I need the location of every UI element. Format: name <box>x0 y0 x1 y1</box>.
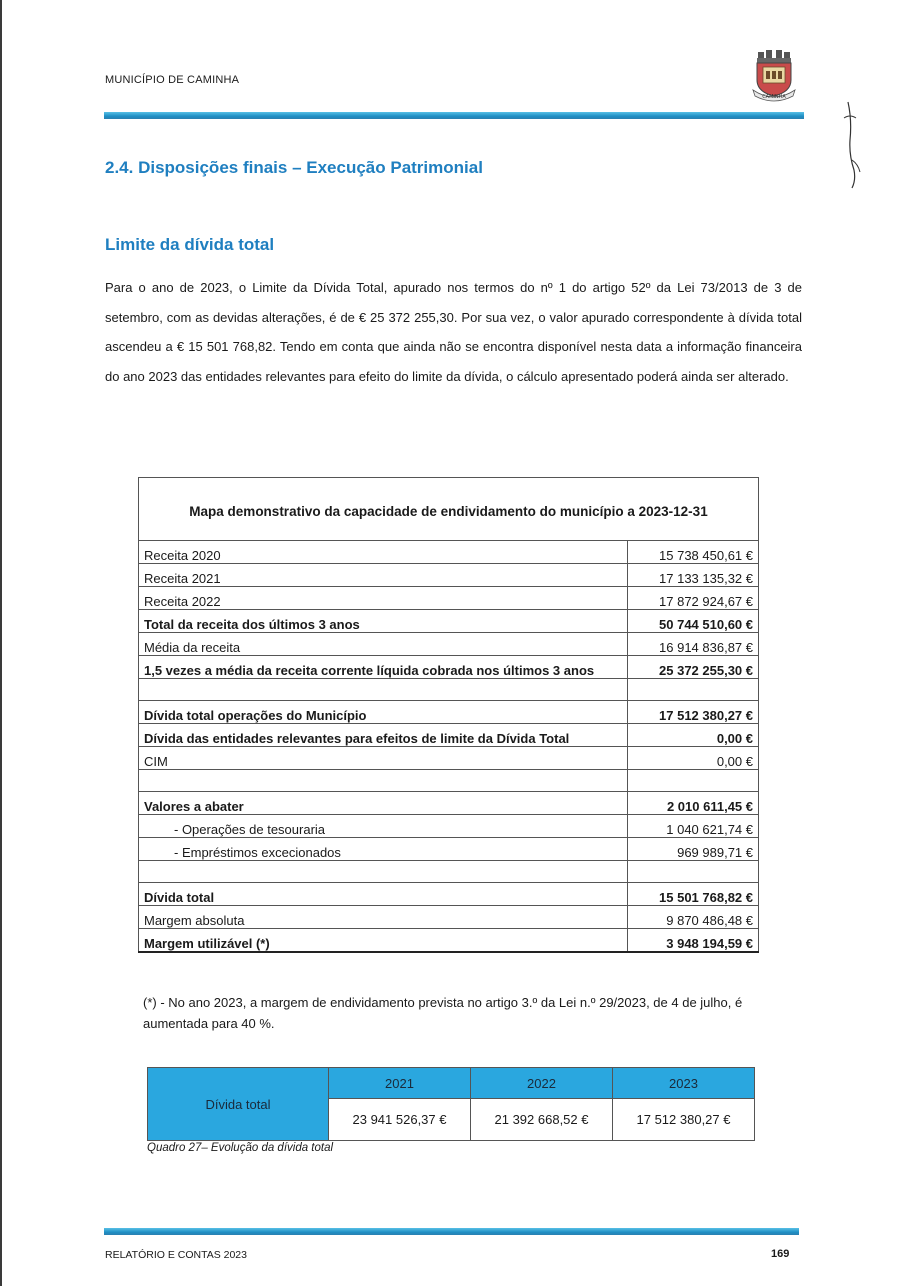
table-row <box>139 792 759 815</box>
evolution-row-label: Dívida total <box>148 1068 329 1141</box>
row-label: 1,5 vezes a média da receita corrente líquida cobrada nos últimos 3 anos <box>139 656 628 679</box>
subsection-title: Limite da dívida total <box>105 235 275 254</box>
row-label: Média da receita <box>139 633 628 656</box>
row-value: 16 914 836,87 € <box>628 633 759 656</box>
row-value: 1 040 621,74 € <box>628 815 759 838</box>
header-org-name: MUNICÍPIO DE CAMINHA <box>105 74 240 86</box>
table-footnote: (*) - No ano 2023, a margem de endividamento prevista no artigo 3.º da Lei n.º 29/2023, de 4 de julho, é aumentada para 40 %. <box>143 995 743 1031</box>
row-label: Receita 2021 <box>139 564 628 587</box>
year-value: 17 512 380,27 € <box>613 1099 755 1141</box>
row-value: 0,00 € <box>628 747 759 770</box>
row-label: Margem absoluta <box>139 906 628 929</box>
table-row <box>139 541 759 564</box>
handwritten-signature <box>838 100 868 190</box>
row-value: 17 512 380,27 € <box>628 701 759 724</box>
body-paragraph: Para o ano de 2023, o Limite da Dívida Total, apurado nos termos do nº 1 do artigo 52º da Lei 73/2013 de 3 de setembro, com as devidas alterações, é de € 25 372 255,30. Por sua vez, o valor apurado correspondente à dívida total ascendeu a € 15 501 768,82. Tendo em conta que ainda não se encontra disponível nesta data a informação financeira do ano 2023 das entidades relevantes para efeito do limite da dívida, o cálculo apresentado poderá ainda ser alterado. <box>105 280 802 384</box>
table-blank-row <box>139 679 759 701</box>
table-row <box>139 815 759 838</box>
svg-text:CAMINHA: CAMINHA <box>762 94 786 100</box>
row-label: Receita 2022 <box>139 587 628 610</box>
table-row <box>139 929 759 953</box>
table-caption: Mapa demonstrativo da capacidade de endividamento do município a 2023-12-31 <box>139 478 759 541</box>
footer-report-title: RELATÓRIO E CONTAS 2023 <box>105 1249 247 1261</box>
row-value: 3 948 194,59 € <box>628 929 759 953</box>
evolution-table-caption: Quadro 27– Evolução da dívida total <box>147 1142 334 1154</box>
table-row <box>139 747 759 770</box>
table-row <box>139 838 759 861</box>
table-row <box>139 906 759 929</box>
row-value: 25 372 255,30 € <box>628 656 759 679</box>
row-value: 15 501 768,82 € <box>628 883 759 906</box>
header-divider-bar <box>104 112 804 119</box>
table-row <box>139 701 759 724</box>
row-label: Margem utilizável (*) <box>139 929 628 953</box>
row-label: CIM <box>139 747 628 770</box>
row-value: 9 870 486,48 € <box>628 906 759 929</box>
table-blank-row <box>139 861 759 883</box>
row-label: - Empréstimos excecionados <box>139 838 628 861</box>
row-value: 50 744 510,60 € <box>628 610 759 633</box>
row-label: Receita 2020 <box>139 541 628 564</box>
row-value: 2 010 611,45 € <box>628 792 759 815</box>
row-label: Dívida das entidades relevantes para efeitos de limite da Dívida Total <box>139 724 628 747</box>
row-value: 969 989,71 € <box>628 838 759 861</box>
row-label: Total da receita dos últimos 3 anos <box>139 610 628 633</box>
debt-evolution-table <box>147 1067 755 1141</box>
page-number: 169 <box>771 1248 790 1260</box>
year-value: 21 392 668,52 € <box>471 1099 613 1141</box>
row-value: 17 872 924,67 € <box>628 587 759 610</box>
footer-divider-bar <box>104 1228 799 1235</box>
year-header: 2021 <box>329 1068 471 1099</box>
table-row <box>139 633 759 656</box>
page-edge-line <box>0 0 2 1286</box>
table-row <box>139 724 759 747</box>
table-row <box>139 883 759 906</box>
table-row <box>139 656 759 679</box>
row-label: Dívida total operações do Município <box>139 701 628 724</box>
section-title: 2.4. Disposições finais – Execução Patrimonial <box>105 158 483 177</box>
row-label: Valores a abater <box>139 792 628 815</box>
table-row <box>139 587 759 610</box>
row-value: 17 133 135,32 € <box>628 564 759 587</box>
row-label: Dívida total <box>139 883 628 906</box>
year-header: 2023 <box>613 1068 755 1099</box>
table-blank-row <box>139 770 759 792</box>
year-header: 2022 <box>471 1068 613 1099</box>
municipal-crest-logo <box>752 50 796 102</box>
row-label: - Operações de tesouraria <box>139 815 628 838</box>
debt-capacity-table <box>138 477 759 953</box>
row-value: 15 738 450,61 € <box>628 541 759 564</box>
evolution-header-row <box>148 1068 755 1099</box>
table-caption-row <box>139 478 759 541</box>
year-value: 23 941 526,37 € <box>329 1099 471 1141</box>
row-value: 0,00 € <box>628 724 759 747</box>
table-row <box>139 610 759 633</box>
table-row <box>139 564 759 587</box>
